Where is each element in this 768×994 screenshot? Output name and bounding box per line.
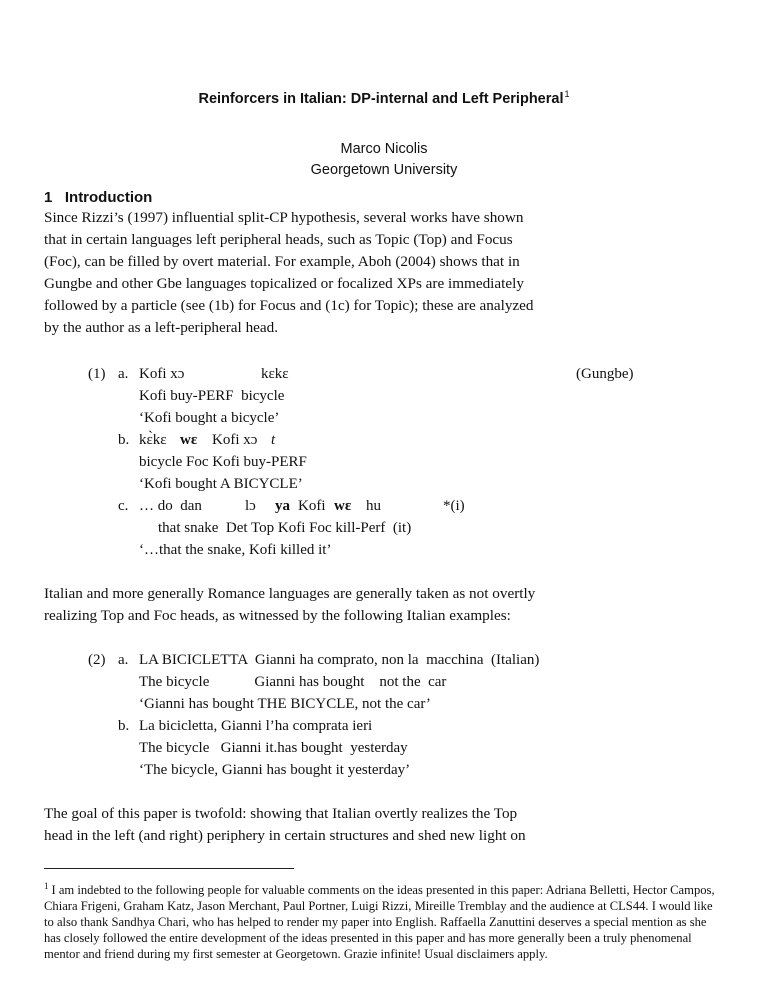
example-1c-focus-particle: wɛ: [334, 498, 352, 514]
paragraph-line: by the author as a left-peripheral head.: [44, 319, 279, 336]
paragraph-line: Gungbe and other Gbe languages topicalized or focalized XPs are immediately: [44, 275, 524, 292]
paragraph-line: (Foc), can be filled by overt material. For example, Aboh (2004) shows that in: [44, 253, 520, 270]
example-1b-word: Kofi xɔ: [212, 432, 258, 448]
example-1c-topic-particle: ya: [275, 498, 290, 514]
author-affiliation: Georgetown University: [310, 162, 458, 178]
footnote-mark: 1: [44, 881, 49, 891]
section-heading: [44, 189, 152, 206]
example-1b-label: b.: [118, 432, 130, 448]
example-2a-gloss: The bicycle Gianni has bought not the car: [139, 674, 447, 690]
footnote-divider: [44, 868, 294, 869]
example-1b-focus-particle: wɛ: [180, 432, 198, 448]
example-1-language: (Gungbe): [576, 366, 634, 382]
example-2-number: (2): [88, 652, 106, 668]
example-2a-sentence: LA BICICLETTA Gianni ha comprato, non la macchina (Italian): [139, 652, 540, 668]
paragraph-line: head in the left (and right) periphery in certain structures and shed new light on: [44, 827, 526, 844]
paragraph-line: The goal of this paper is twofold: showing that Italian overtly realizes the Top: [44, 805, 518, 822]
author-name: Marco Nicolis: [340, 141, 428, 157]
example-1b-word: kɛ̀kɛ: [139, 432, 167, 448]
intro-paragraph-3: [44, 803, 724, 847]
paragraph-line: Since Rizzi’s (1997) influential split-CP hypothesis, several works have shown: [44, 209, 524, 226]
footnote: [44, 878, 724, 962]
example-1c-word: … do dan: [139, 498, 202, 514]
example-2b-translation: ‘The bicycle, Gianni has bought it yesterday’: [139, 762, 411, 778]
paper-title-text: Reinforcers in Italian: DP-internal and Left Peripheral: [198, 91, 564, 107]
section-number: 1: [44, 189, 53, 206]
example-1c-word: Kofi: [298, 498, 326, 514]
example-1a-word: Kofi xɔ: [139, 366, 185, 382]
section-title: Introduction: [64, 189, 153, 206]
example-1c-translation: ‘…that the snake, Kofi killed it’: [139, 542, 332, 558]
example-1b-translation: ‘Kofi bought A BICYCLE’: [139, 476, 303, 492]
example-2b-gloss: The bicycle Gianni it.has bought yesterday: [139, 740, 408, 756]
example-1a-translation: ‘Kofi bought a bicycle’: [139, 410, 280, 426]
example-1c-word: hu: [366, 498, 381, 514]
example-1b-gloss: bicycle Foc Kofi buy-PERF: [139, 454, 307, 470]
example-1b-trace: t: [271, 432, 276, 448]
example-2a-translation: ‘Gianni has bought THE BICYCLE, not the car’: [139, 696, 431, 712]
footnote-text: I am indebted to the following people for valuable comments on the ideas presented in this paper: Adriana Belletti, Hector Campos, Chiara Frigeni, Graham Katz, Jason Merchant, Paul Portner, Luigi Rizzi, Mireille Tremblay and the audience at CLS44. I would like to also thank Sandhya Chari, who has helped to render my paper into English. Raffaella Zanuttini deserves a special mention as she has closely followed the entire development of the ideas presented in this paper and has more generally been a truly phenomenal mentor and friend during my first semester at Georgetown. Grazie infinite! Usual disclaimers apply.: [44, 883, 715, 961]
paragraph-line: followed by a particle (see (1b) for Focus and (1c) for Topic); these are analyzed: [44, 297, 534, 314]
example-2b-sentence: La bicicletta, Gianni l’ha comprata ieri: [139, 718, 373, 734]
intro-paragraph-1: [44, 207, 724, 339]
example-1c-word: lɔ: [245, 498, 256, 514]
example-1a-word: kɛkɛ: [261, 366, 289, 382]
paragraph-line: realizing Top and Foc heads, as witnessed by the following Italian examples:: [44, 607, 511, 624]
paragraph-line: that in certain languages left peripheral heads, such as Topic (Top) and Focus: [44, 231, 513, 248]
example-1-number: (1): [88, 366, 106, 382]
example-1c-label: c.: [118, 498, 129, 514]
example-1a-gloss: Kofi buy-PERF bicycle: [139, 388, 285, 404]
intro-paragraph-2: [44, 583, 724, 627]
example-1c-gloss: that snake Det Top Kofi Foc kill-Perf (it): [158, 520, 412, 536]
example-2a-label: a.: [118, 652, 129, 668]
paper-title: [0, 89, 768, 107]
example-1c-word: *(i): [443, 498, 465, 514]
title-footnote-mark[interactable]: 1: [564, 89, 570, 99]
example-1a-label: a.: [118, 366, 129, 382]
paragraph-line: Italian and more generally Romance languages are generally taken as not overtly: [44, 585, 536, 602]
example-2b-label: b.: [118, 718, 130, 734]
